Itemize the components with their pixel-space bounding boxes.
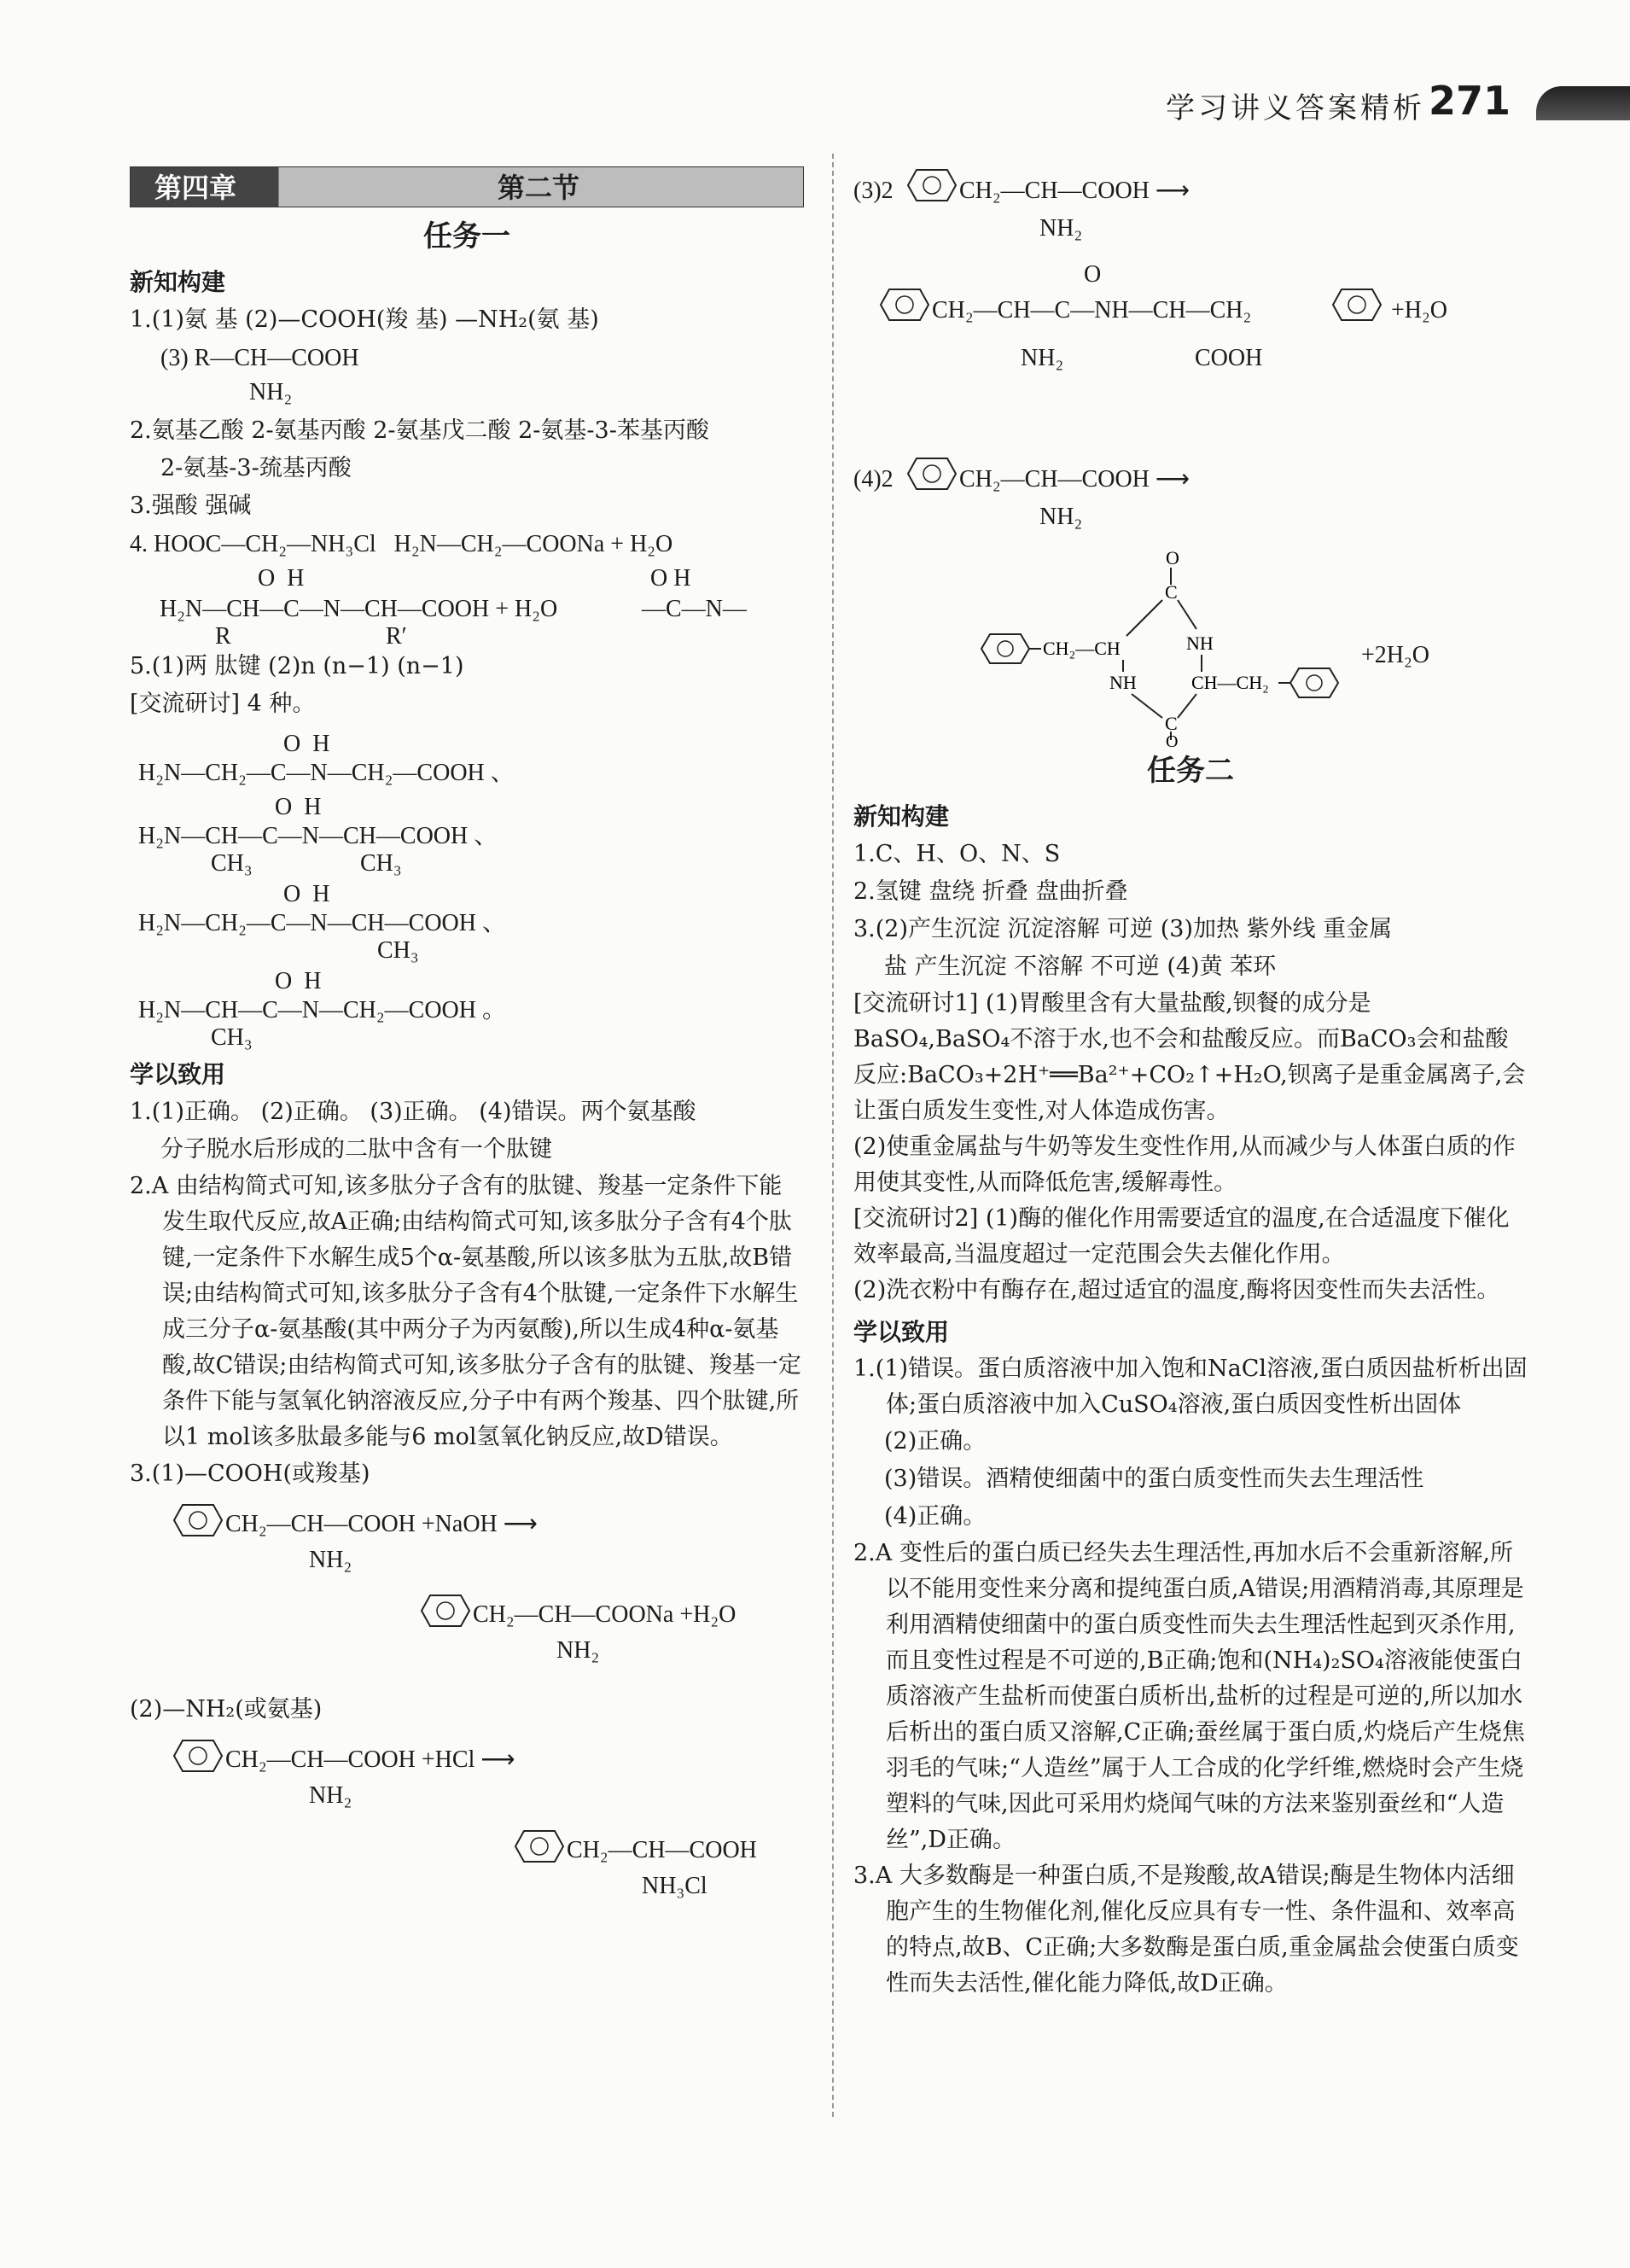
- water-product: +H₂O: [1391, 297, 1447, 324]
- amino-group: NH₂: [1021, 345, 1064, 371]
- answer-paragraph: 3.A 大多数酶是一种蛋白质,不是羧酸,故A错误;酶是生物体内活细胞产生的生物催化剂,催化反应具有专一性、条件温和、效率高的特点,故B、C正确;大多数酶是蛋白质,重金属盐会使蛋白质变性而失去活性,催化能力降低,故D正确。: [853, 1863, 1519, 1997]
- cyclic-dipeptide-diagram: [973, 551, 1383, 747]
- diketopiperazine-product: [853, 551, 1528, 747]
- answer-line: 5.(1)两 肽键 (2)n (n−1) (n−1): [130, 653, 464, 679]
- section-name: 第二节: [498, 172, 580, 204]
- dipeptide-formula: CH₂—CH—C—NH—CH—CH₂: [932, 297, 1252, 324]
- section-heading: 新知构建: [130, 268, 226, 296]
- exchange-discussion: [交流研讨1] (1)胃酸里含有大量盐酸,钡餐的成分是BaSO₄,BaSO₄不溶于水,也不会和盐酸反应。而BaCO₃会和盐酸反应:BaCO₃+2H⁺══Ba²⁺+CO₂↑+H₂O,钡离子是重金属离子,会让蛋白质发生变性,对人体造成伤害。: [853, 990, 1526, 1124]
- benzene-ring-icon: [172, 1503, 224, 1537]
- answer-line: 盐 产生沉淀 不溶解 不可逆 (4)黄 苯环: [884, 953, 1277, 980]
- methyl-right: CH₃: [360, 850, 402, 877]
- reactant-formula: CH₂—CH—COOH +HCl ⟶: [225, 1746, 515, 1773]
- svg-text:C: C: [1165, 581, 1178, 603]
- header-title: 学习讲义答案精析: [1166, 91, 1425, 125]
- amino-group: NH₂: [1039, 504, 1083, 530]
- section-heading: 学以致用: [853, 1318, 950, 1346]
- answer-line: 1.(1)氨 基 (2)—COOH(羧 基) —NH₂(氨 基): [130, 306, 599, 333]
- substituent-r: R: [215, 623, 231, 650]
- answer-line: (3)错误。酒精使细菌中的蛋白质变性而失去生理活性: [884, 1466, 1424, 1492]
- answer-line: 3.(2)产生沉淀 沉淀溶解 可逆 (3)加热 紫外线 重金属: [853, 916, 1393, 942]
- carbonyl-o: O H: [258, 565, 305, 592]
- answer-line: 3.强酸 强碱: [130, 493, 252, 519]
- exchange-discussion: (2)洗衣粉中有酶存在,超过适宜的温度,酶将因变性而失去活性。: [853, 1277, 1500, 1303]
- dipeptide-formula: H₂N—CH—C—N—CH₂—COOH 。: [138, 997, 506, 1023]
- header-decoration: [1536, 86, 1630, 120]
- peptide-formula: H₂N—CH—C—N—CH—COOH + H₂O: [160, 596, 558, 622]
- carboxyl-group: COOH: [1195, 345, 1263, 371]
- coefficient: (3)2: [853, 178, 894, 204]
- svg-text:CH₂—CH: CH₂—CH: [1043, 638, 1121, 659]
- amino-group: NH₂: [1039, 215, 1083, 242]
- benzene-ring-icon: [172, 1739, 224, 1773]
- substituent-r-prime: R′: [386, 623, 407, 650]
- benzene-ring-icon: [1331, 288, 1383, 322]
- dipeptide-formula: H₂N—CH₂—C—N—CH₂—COOH 、: [138, 760, 515, 786]
- amino-group: NH₂: [556, 1637, 600, 1664]
- carbonyl-o: O H: [283, 731, 330, 757]
- svg-text:C: C: [1165, 713, 1178, 734]
- reaction-3-product: [853, 262, 1528, 399]
- answer-line: (2)正确。: [884, 1428, 987, 1455]
- carbonyl-o: O: [1084, 261, 1102, 288]
- task-title: 任务一: [423, 219, 510, 254]
- exchange-discussion: [交流研讨] 4 种。: [130, 691, 316, 717]
- benzene-ring-icon: [514, 1829, 565, 1863]
- dipeptide-4: [130, 965, 804, 1051]
- answer-paragraph: 1.(1)错误。蛋白质溶液中加入饱和NaCl溶液,蛋白质因盐析析出固体;蛋白质溶液中加入CuSO₄溶液,蛋白质因变性析出固体: [853, 1356, 1528, 1418]
- reaction-hcl: [130, 1734, 804, 1921]
- dipeptide-2: [130, 791, 804, 877]
- coefficient: (4)2: [853, 466, 894, 493]
- reaction-3-reactant: [853, 172, 1528, 257]
- left-column: [130, 166, 804, 1927]
- methyl-right: CH₃: [377, 937, 419, 964]
- chapter-name: 第四章: [154, 172, 237, 204]
- peptide-bond: —C—N—: [642, 596, 747, 622]
- equation-line: 4. HOOC—CH₂—NH₃Cl H₂N—CH₂—COONa + H₂O: [130, 531, 673, 557]
- svg-text:O: O: [1166, 732, 1179, 747]
- structure-substituent: NH₂: [249, 379, 293, 405]
- dipeptide-3: [130, 878, 804, 964]
- answer-line: 3.(1)—COOH(或羧基): [130, 1460, 370, 1487]
- reaction-4-reactant: [853, 460, 1528, 545]
- benzene-ring-icon: [906, 168, 958, 202]
- peptide-structure: [130, 564, 804, 650]
- right-column: [853, 166, 1528, 2002]
- answer-line: 2-氨基-3-巯基丙酸: [160, 455, 352, 481]
- product-formula: CH₂—CH—COONa +H₂O: [473, 1601, 736, 1628]
- reactant-formula: CH₂—CH—COOH +NaOH ⟶: [225, 1511, 538, 1537]
- svg-text:CH—CH₂: CH—CH₂: [1191, 672, 1269, 693]
- page-number: 271: [1428, 78, 1511, 124]
- svg-text:NH: NH: [1109, 672, 1137, 693]
- task-title: 任务二: [1147, 754, 1234, 788]
- methyl-left: CH₃: [211, 850, 253, 877]
- section-heading: 学以致用: [130, 1060, 226, 1088]
- water-product: +2H₂O: [1361, 642, 1429, 668]
- column-divider: [832, 154, 834, 2117]
- carbonyl-o: O H: [275, 968, 322, 994]
- reactant-formula: CH₂—CH—COOH ⟶: [959, 466, 1190, 493]
- page-header: [1033, 78, 1630, 132]
- answer-line: 1.(1)正确。 (2)正确。 (3)正确。 (4)错误。两个氨基酸: [130, 1099, 696, 1125]
- amino-group: NH₂: [309, 1782, 352, 1809]
- carbonyl-o: O H: [283, 881, 330, 907]
- chapter-bar: [130, 166, 804, 207]
- exchange-discussion: [交流研讨2] (1)酶的催化作用需要适宜的温度,在合适温度下催化效率最高,当温度超过一定范围会失去催化作用。: [853, 1205, 1510, 1268]
- bond-o-h: O H: [650, 565, 691, 592]
- answer-line: (4)正确。: [884, 1503, 987, 1530]
- answer-paragraph: 2.A 变性后的蛋白质已经失去生理活性,再加水后不会重新溶解,所以不能用变性来分离和提纯蛋白质,A错误;用酒精消毒,其原理是利用酒精使细菌中的蛋白质变性而失去生理活性起到灭杀作用,而且变性过程是不可逆的,B正确;饱和(NH₄)₂SO₄溶液能使蛋白质溶液产生盐析而使蛋白质析出,盐析的过程是可逆的,所以加水后析出的蛋白质又溶解,C正确;蚕丝属于蛋白质,灼烧后产生烧焦羽毛的气味;“人造丝”属于人工合成的化学纤维,燃烧时会产生烧塑料的气味,因此可采用灼烧闻气味的方法来鉴别蚕丝和“人造丝”,D正确。: [853, 1540, 1525, 1853]
- section-heading: 新知构建: [853, 802, 950, 831]
- methyl-left: CH₃: [211, 1024, 253, 1051]
- product-formula: CH₂—CH—COOH: [567, 1837, 757, 1863]
- benzene-ring-icon: [420, 1594, 471, 1628]
- answer-line: 分子脱水后形成的二肽中含有一个肽键: [160, 1136, 552, 1163]
- answer-line: 2.氨基乙酸 2-氨基丙酸 2-氨基戊二酸 2-氨基-3-苯基丙酸: [130, 417, 709, 444]
- benzene-ring-icon: [906, 457, 958, 491]
- answer-line: 2.氢键 盘绕 折叠 盘曲折叠: [853, 878, 1128, 905]
- amino-group: NH₂: [309, 1547, 352, 1573]
- structure-formula: (3) R—CH—COOH: [160, 345, 359, 371]
- carbonyl-o: O H: [275, 794, 322, 820]
- reactant-formula: CH₂—CH—COOH ⟶: [959, 178, 1190, 204]
- answer-paragraph: 2.A 由结构简式可知,该多肽分子含有的肽键、羧基一定条件下能发生取代反应,故A正确;由结构简式可知,该多肽分子含有4个肽键,一定条件下水解生成5个α-氨基酸,所以该多肽为五肽,故B错误;由结构简式可知,该多肽分子含有4个肽键,一定条件下水解生成三分子α-氨基酸(其中两分子为丙氨酸),所以生成4种α-氨基酸,故C错误;由结构简式可知,该多肽分子含有的肽键、羧基一定条件下能与氢氧化钠溶液反应,分子中有两个羧基、四个肽键,所以1 mol该多肽最多能与6 mol氢氧化钠反应,故D错误。: [130, 1173, 801, 1450]
- dipeptide-formula: H₂N—CH—C—N—CH—COOH 、: [138, 823, 498, 849]
- exchange-discussion: (2)使重金属盐与牛奶等发生变性作用,从而减少与人体蛋白质的作用使其变性,从而降低危害,缓解毒性。: [853, 1134, 1516, 1196]
- reaction-naoh: [130, 1498, 804, 1686]
- svg-text:NH: NH: [1186, 633, 1214, 654]
- dipeptide-formula: H₂N—CH₂—C—N—CH—COOH 、: [138, 910, 506, 936]
- ammonium-group: NH₃Cl: [642, 1873, 707, 1899]
- benzene-ring-icon: [879, 288, 930, 322]
- dipeptide-1: [130, 728, 804, 786]
- svg-text:O: O: [1166, 551, 1179, 568]
- answer-line: (2)—NH₂(或氨基): [130, 1696, 323, 1723]
- answer-line: 1.C、H、O、N、S: [853, 841, 1061, 867]
